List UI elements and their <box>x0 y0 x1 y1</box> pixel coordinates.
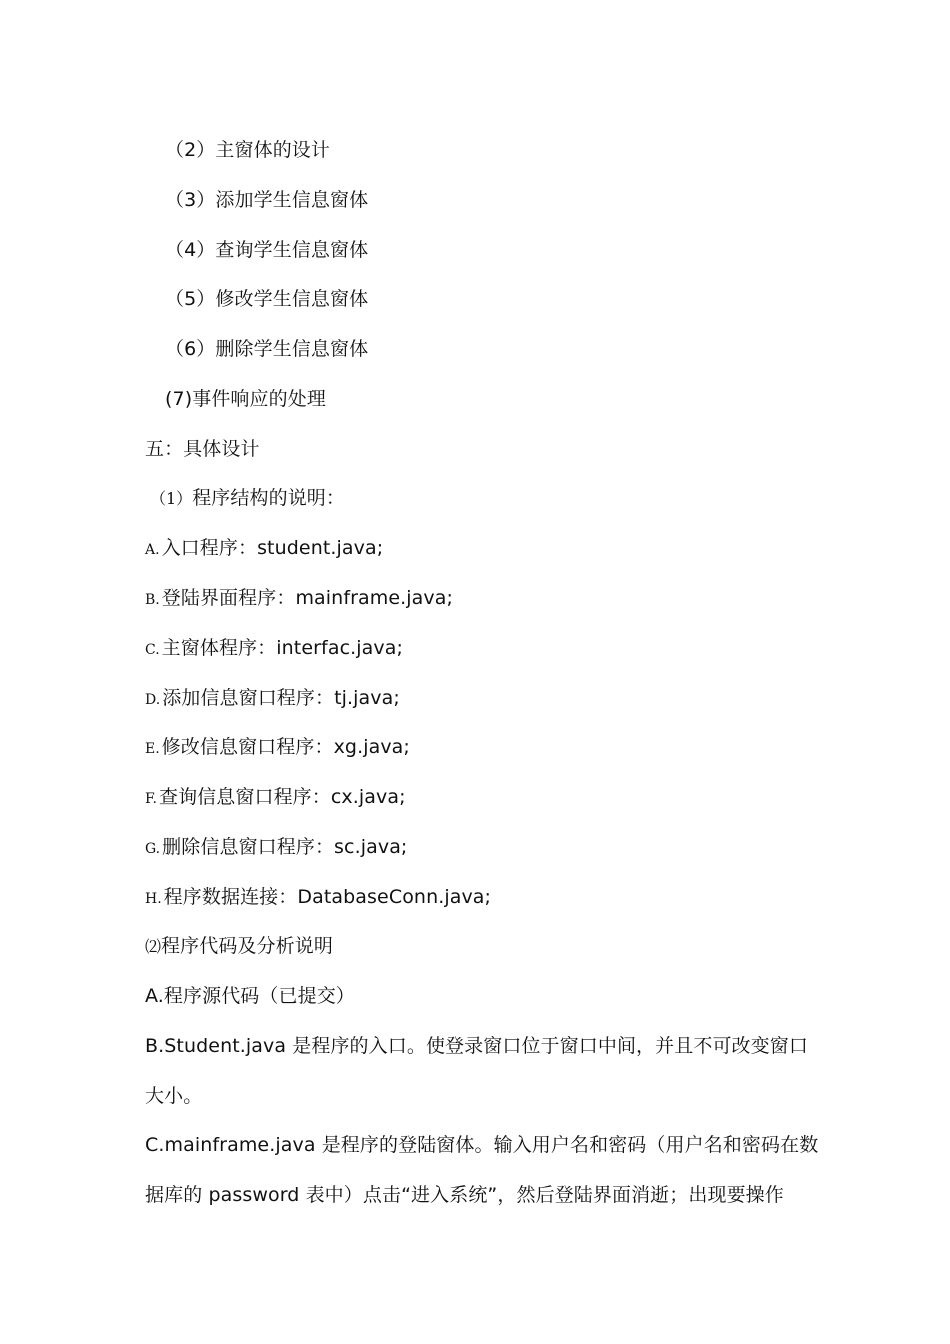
paragraph-source-code: A.程序源代码（已提交） <box>145 985 355 1007</box>
file-item-text: 入口程序：student.java; <box>161 537 384 559</box>
subsection-1-marker: （1） <box>150 489 193 508</box>
file-item-label: A. <box>145 542 160 558</box>
subsection-2-marker: ⑵ <box>145 937 162 956</box>
file-item-e <box>145 735 410 761</box>
file-item-b <box>145 586 453 612</box>
file-item-label: C. <box>145 642 160 658</box>
file-item-f <box>145 785 406 811</box>
outline-item-5: （5）修改学生信息窗体 <box>165 288 369 310</box>
outline-item-7: (7)事件响应的处理 <box>165 388 326 410</box>
file-item-a <box>145 536 383 562</box>
file-item-text: 添加信息窗口程序：tj.java; <box>162 687 400 709</box>
file-item-text: 删除信息窗口程序：sc.java; <box>162 836 408 858</box>
file-item-text: 程序数据连接：DatabaseConn.java; <box>163 886 492 908</box>
paragraph-student-java-cont: 大小。 <box>145 1085 203 1107</box>
file-item-g <box>145 835 407 861</box>
outline-item-6: （6）删除学生信息窗体 <box>165 338 369 360</box>
subsection-1-text: 程序结构的说明： <box>192 487 345 509</box>
file-item-label: B. <box>145 592 160 608</box>
section-heading: 五：具体设计 <box>145 438 260 460</box>
file-item-label: H. <box>145 891 162 907</box>
file-item-h <box>145 885 491 911</box>
file-item-label: F. <box>145 791 157 807</box>
file-item-label: D. <box>145 692 161 708</box>
outline-item-3: （3）添加学生信息窗体 <box>165 189 369 211</box>
subsection-2-text: 程序代码及分析说明 <box>161 935 333 957</box>
file-item-label: G. <box>145 841 161 857</box>
outline-item-2: （2）主窗体的设计 <box>165 139 330 161</box>
file-item-d <box>145 686 400 712</box>
file-item-c <box>145 636 403 662</box>
file-item-label: E. <box>145 741 160 757</box>
file-item-text: 主窗体程序：interfac.java; <box>161 637 403 659</box>
file-item-text: 登陆界面程序：mainframe.java; <box>161 587 454 609</box>
outline-item-4: （4）查询学生信息窗体 <box>165 239 369 261</box>
subsection-1-heading <box>150 486 345 511</box>
file-item-text: 修改信息窗口程序：xg.java; <box>161 736 410 758</box>
paragraph-mainframe-java: C.mainframe.java 是程序的登陆窗体。输入用户名和密码（用户名和密码在数 <box>145 1134 819 1156</box>
paragraph-student-java: B.Student.java 是程序的入口。使登录窗口位于窗口中间，并且不可改变窗口 <box>145 1035 808 1057</box>
file-item-text: 查询信息窗口程序：cx.java; <box>158 786 406 808</box>
paragraph-mainframe-java-cont: 据库的 password 表中）点击“进入系统”，然后登陆界面消逝；出现要操作 <box>145 1184 784 1206</box>
subsection-2-heading <box>145 934 333 959</box>
